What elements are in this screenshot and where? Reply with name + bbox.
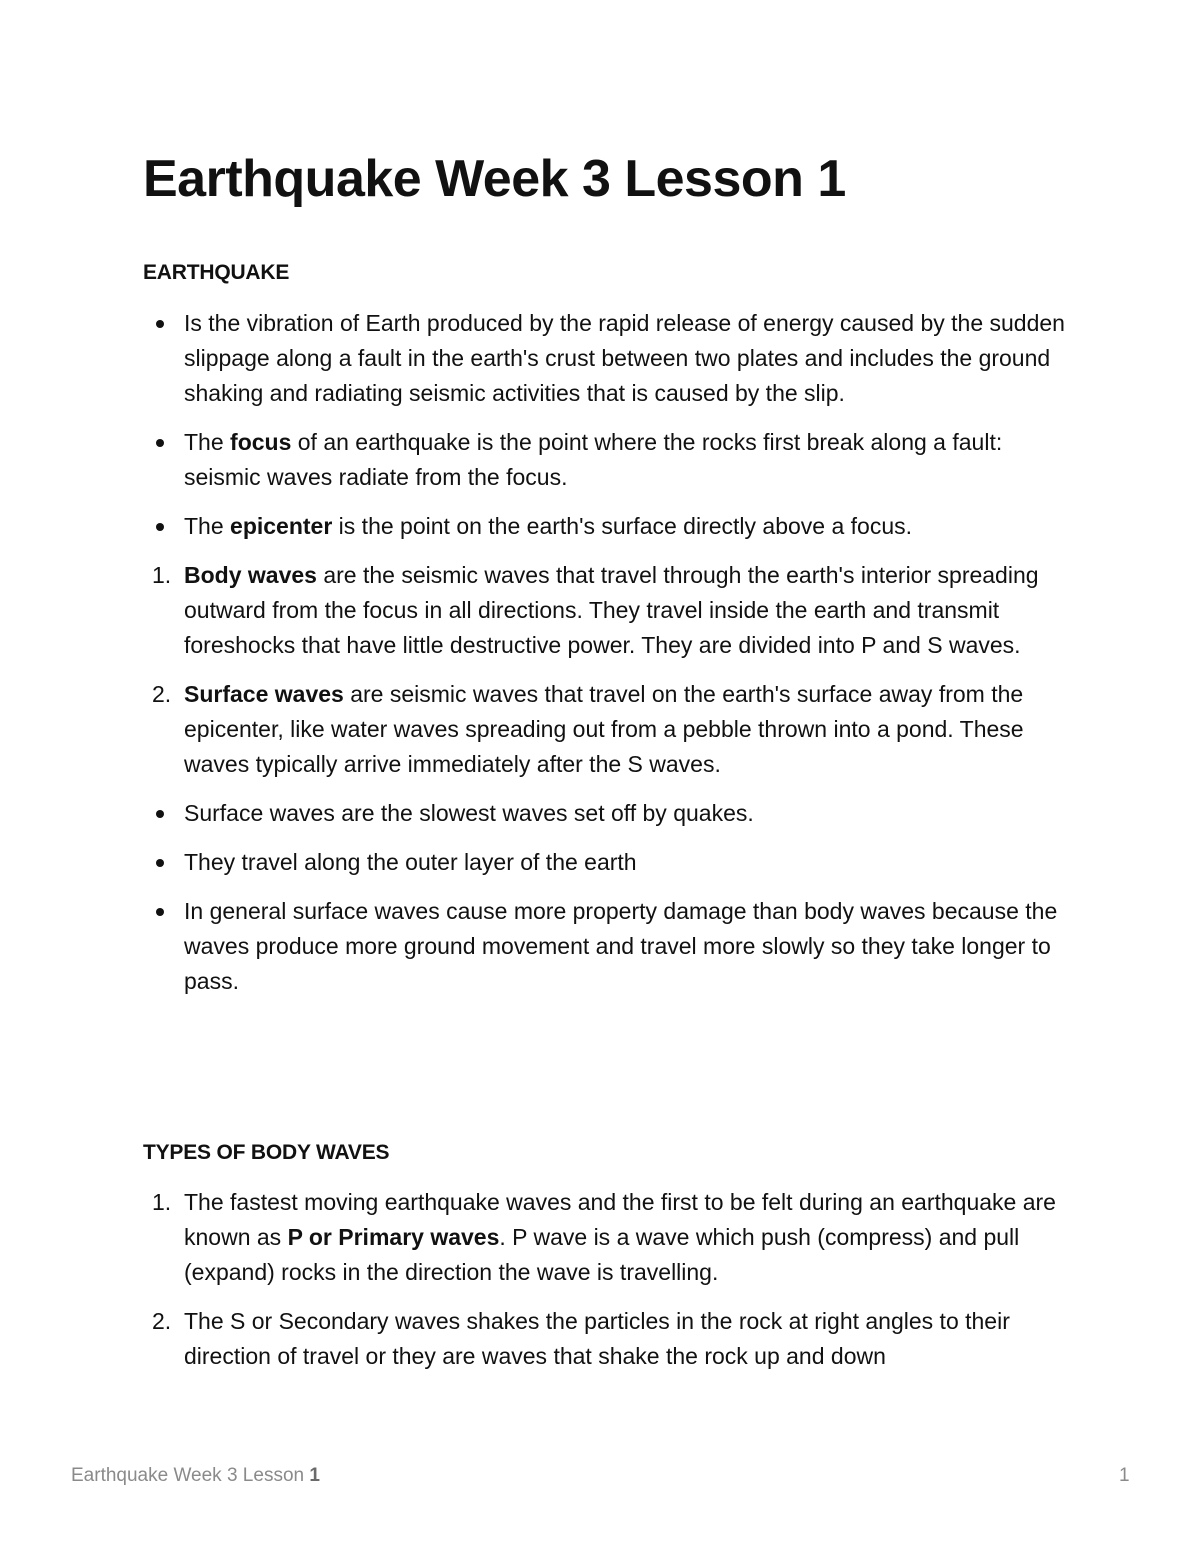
body-waves-list [143,1185,1083,1388]
list-item: 2. The S or Secondary waves shakes the particles in the rock at right angles to their direction of travel or they are waves that shake the rock up and down [143,1304,1083,1374]
section-heading-types-of-body-waves: TYPES OF BODY WAVES [143,1141,390,1164]
list-item: 1. The fastest moving earthquake waves and the first to be felt during an earthquake are known as P or Primary waves. P wave is a wave which push (compress) and pull (expand) rocks in the direction the wave is travelling. [143,1185,1083,1290]
bullet-icon [156,810,164,818]
term-focus: focus [230,429,292,455]
bullet-icon [156,859,164,867]
list-item: Is the vibration of Earth produced by the rapid release of energy caused by the sudden slippage along a fault in the earth's crust between two plates and includes the ground shaking and radiating seismic activities that is caused by the slip. [143,306,1083,411]
section-heading-earthquake: EARTHQUAKE [143,261,290,284]
bullet-icon [156,320,164,328]
list-item: 2. Surface waves are seismic waves that travel on the earth's surface away from the epicenter, like water waves spreading out from a pebble thrown into a pond. These waves typically arrive immediately after the S waves. [143,677,1083,782]
page-number: 1 [1119,1465,1130,1486]
earthquake-list [143,306,1083,1013]
footer-title: Earthquake Week 3 Lesson 1 [71,1465,320,1486]
list-item: In general surface waves cause more property damage than body waves because the waves produce more ground movement and travel more slowly so they take longer to pass. [143,894,1083,999]
list-item: The epicenter is the point on the earth's surface directly above a focus. [143,509,1083,544]
bullet-icon [156,439,164,447]
bullet-icon [156,523,164,531]
term-epicenter: epicenter [230,513,333,539]
list-number: 1. [152,1189,172,1215]
list-item: The focus of an earthquake is the point where the rocks first break along a fault: seismic waves radiate from the focus. [143,425,1083,495]
bullet-icon [156,908,164,916]
list-number: 1. [152,562,172,588]
page-title: Earthquake Week 3 Lesson 1 [143,150,846,208]
term-p-waves: P or Primary waves [287,1224,500,1250]
list-number: 2. [152,1308,172,1334]
list-item: 1. Body waves are the seismic waves that travel through the earth's interior spreading outward from the focus in all directions. They travel inside the earth and transmit foreshocks that have little destructive power. They are divided into P and S waves. [143,558,1083,663]
list-item: Surface waves are the slowest waves set off by quakes. [143,796,1083,831]
term-body-waves: Body waves [184,562,317,588]
list-number: 2. [152,681,172,707]
list-item: They travel along the outer layer of the earth [143,845,1083,880]
term-surface-waves: Surface waves [184,681,344,707]
